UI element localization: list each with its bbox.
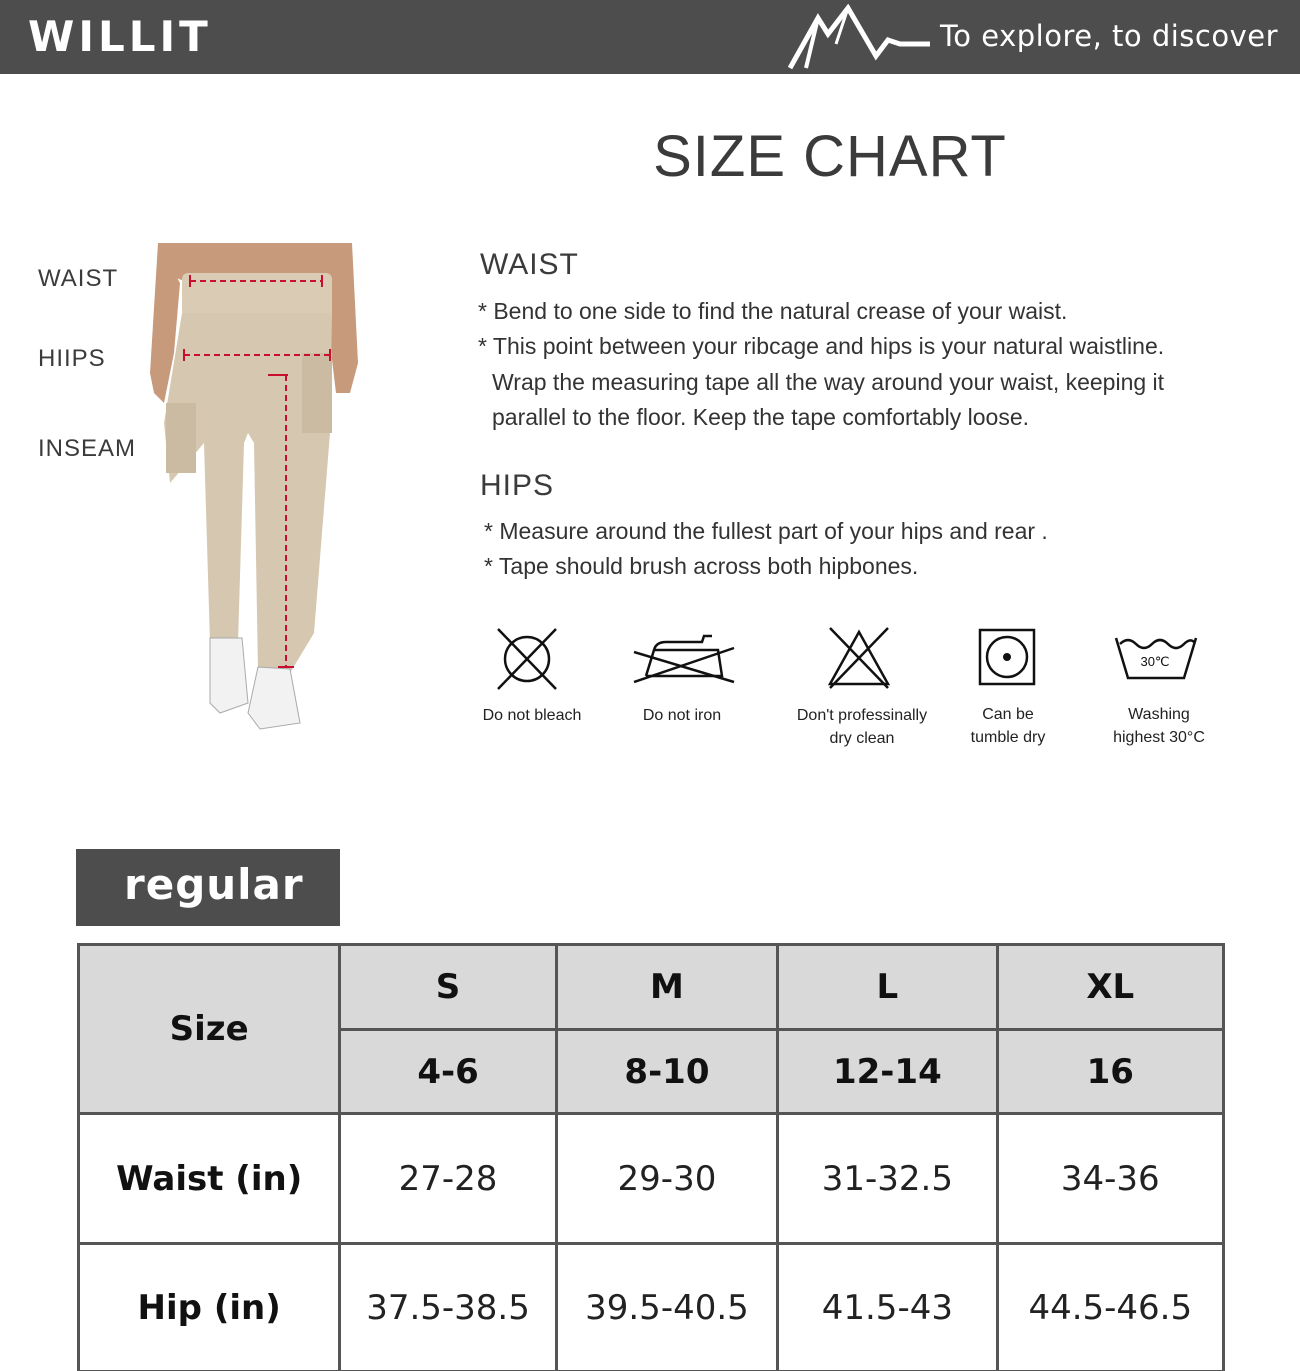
care-wash-label-1: Washing xyxy=(1128,706,1190,723)
header-bar xyxy=(0,0,1300,74)
brand-logo: WILLIT xyxy=(28,12,212,61)
waist-l: 31-32.5 xyxy=(778,1114,997,1244)
waist-xl: 34-36 xyxy=(997,1114,1223,1244)
hip-s: 37.5-38.5 xyxy=(340,1244,556,1371)
mountain-logo-icon xyxy=(788,4,930,70)
fit-tab-regular: regular xyxy=(76,849,340,926)
do-not-iron-icon xyxy=(632,632,736,686)
waist-line-2: * This point between your ribcage and hips is your natural waistline. xyxy=(478,333,1165,359)
care-no-dry-clean-label-2: dry clean xyxy=(829,730,895,747)
waist-line-1: * Bend to one side to find the natural crease of your waist. xyxy=(478,298,1068,324)
care-no-bleach-label: Do not bleach xyxy=(482,707,582,724)
wash-30-icon xyxy=(1114,634,1198,682)
hip-l: 41.5-43 xyxy=(778,1244,997,1371)
hips-label: HIIPS xyxy=(38,345,106,372)
size-m: M xyxy=(556,945,777,1030)
us-size-xl: 16 xyxy=(997,1030,1223,1114)
us-size-l: 12-14 xyxy=(778,1030,997,1114)
care-no-iron-label: Do not iron xyxy=(642,707,722,724)
inseam-label: INSEAM xyxy=(38,435,137,462)
care-tumble-label-2: tumble dry xyxy=(970,729,1046,746)
wash-temp-text: 30℃ xyxy=(1140,654,1170,669)
table-row-waist xyxy=(79,1114,1224,1244)
us-size-m: 8-10 xyxy=(556,1030,777,1114)
pants-figure-icon xyxy=(150,243,360,733)
do-not-bleach-icon xyxy=(494,627,560,691)
size-xl: XL xyxy=(997,945,1223,1030)
waist-s: 27-28 xyxy=(340,1114,556,1244)
us-size-s: 4-6 xyxy=(340,1030,556,1114)
waist-row-label: Waist (in) xyxy=(79,1114,340,1244)
table-row-hip xyxy=(79,1244,1224,1371)
page-title: SIZE CHART xyxy=(653,124,1007,189)
care-no-dry-clean-label-1: Don't professinally xyxy=(796,707,928,724)
size-header-cell: Size xyxy=(79,945,340,1114)
hip-m: 39.5-40.5 xyxy=(556,1244,777,1371)
care-wash-label-2: highest 30°C xyxy=(1113,729,1205,746)
waist-heading: WAIST xyxy=(480,248,579,281)
waist-m: 29-30 xyxy=(556,1114,777,1244)
hips-line-1: * Measure around the fullest part of your hips and rear . xyxy=(484,518,1048,544)
hips-heading: HIPS xyxy=(480,469,555,502)
tagline: To explore, to discover xyxy=(940,19,1279,53)
tumble-dry-icon xyxy=(978,628,1036,686)
waist-line-3: Wrap the measuring tape all the way around your waist, keeping it xyxy=(492,369,1165,395)
hips-line-2: * Tape should brush across both hipbones. xyxy=(484,553,919,579)
size-l: L xyxy=(778,945,997,1030)
size-table xyxy=(77,943,1225,1371)
waist-line-4: parallel to the floor. Keep the tape comfortably loose. xyxy=(492,404,1029,430)
waist-label: WAIST xyxy=(38,265,119,292)
hip-row-label: Hip (in) xyxy=(79,1244,340,1371)
table-row-sizes xyxy=(79,945,1224,1030)
hip-xl: 44.5-46.5 xyxy=(997,1244,1223,1371)
size-s: S xyxy=(340,945,556,1030)
care-tumble-label-1: Can be xyxy=(982,706,1034,723)
do-not-dry-clean-icon xyxy=(826,626,892,690)
